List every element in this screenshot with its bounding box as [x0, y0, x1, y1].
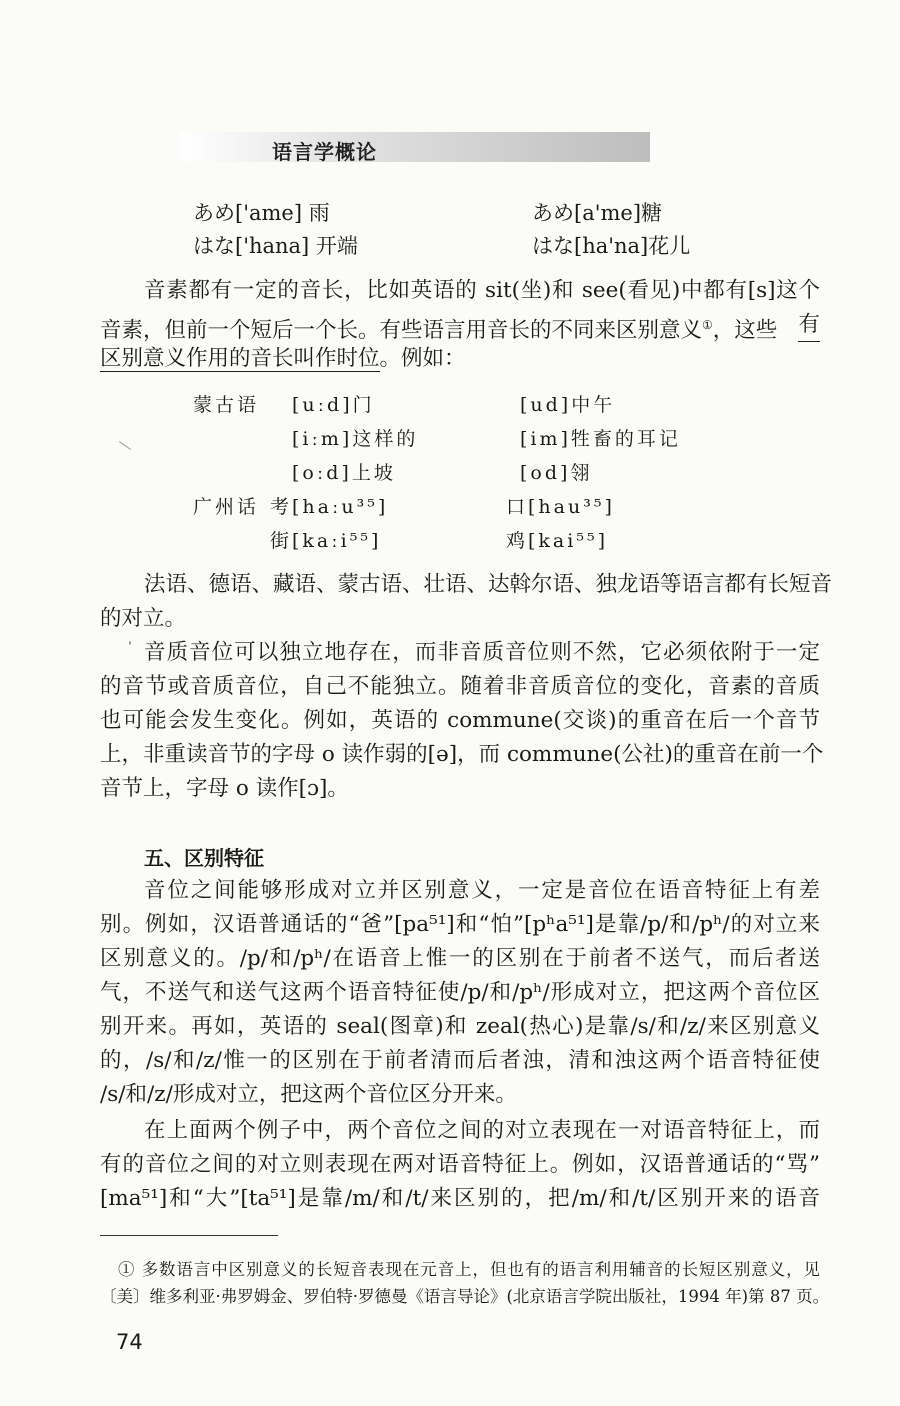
text-line: 音位之间能够形成对立并区别意义，一定是音位在语音特征上有差 [144, 878, 820, 903]
short-vowel-example: [od]翎 [520, 462, 593, 484]
short-vowel-example: 鸡[kai⁵⁵] [506, 530, 608, 552]
example-right-1: あめ[a'me]糖 [532, 201, 663, 225]
text-line [100, 308, 820, 342]
footnote-divider [100, 1235, 278, 1236]
example-right-2: はな[ha'na]花儿 [532, 234, 691, 258]
example-left-1: あめ['ame] 雨 [193, 201, 330, 225]
paragraph-languages [100, 568, 833, 636]
footnote-line: ① 多数语言中区别意义的长短音表现在元音上，但也有的语言利用辅音的长短区别意义，见 [118, 1260, 820, 1279]
running-header-title: 语言学概论 [272, 140, 377, 164]
text-line: 气，不送气和送气这两个语音特征使/p/和/pʰ/形成对立，把这两个音位区 [100, 980, 820, 1005]
page-number: 74 [116, 1330, 143, 1354]
text-line: 法语、德语、藏语、蒙古语、壮语、达斡尔语、独龙语等语言都有长短音 [144, 572, 833, 597]
text-line: 音素都有一定的音长，比如英语的 sit(坐)和 see(看见)中都有[s]这个 [144, 278, 820, 303]
text-line: 的，/s/和/z/惟一的区别在于前者清而后者浊，清和浊这两个语音特征使 [100, 1048, 820, 1073]
text-line: 的音节或音质音位，自己不能独立。随着非音质音位的变化，音素的音质 [100, 674, 820, 699]
stray-mark [119, 441, 131, 450]
paragraph-nonsegmental [100, 636, 824, 806]
text-line: [ma⁵¹]和“大”[ta⁵¹]是靠/m/和/t/来区别的，把/m/和/t/区别开来的语音 [100, 1186, 820, 1211]
text-line: 在上面两个例子中，两个音位之间的对立表现在一对语音特征上，而 [144, 1118, 820, 1143]
short-vowel-example: [im]牲畜的耳记 [520, 428, 681, 450]
paragraph-distinctive-features [100, 874, 820, 1112]
text-segment: 音素，但前一个短后一个长。有些语言用音长的不同来区别意义 [100, 318, 703, 344]
long-vowel-example: [oːd]上坡 [292, 462, 396, 484]
short-vowel-example: [ud]中午 [520, 394, 616, 416]
section-heading: 五、区别特征 [144, 846, 264, 870]
paragraph-phoneme-length [100, 274, 820, 376]
text-line: 音质音位可以独立地存在，而非音质音位则不然，它必须依附于一定 [144, 640, 820, 665]
long-vowel-example: 考[haːu³⁵] [270, 496, 389, 518]
footnote-marker[interactable]: ① [702, 318, 713, 332]
underlined-term: 区别意义作用的音长叫作时位 [100, 346, 380, 371]
short-vowel-example: 口[hau³⁵] [506, 496, 615, 518]
long-vowel-example: [uːd]门 [292, 394, 375, 416]
language-label-cantonese: 广州话 [193, 496, 260, 518]
text-line: 也可能会发生变化。例如，英语的 commune(交谈)的重音在后一个音节 [100, 708, 820, 733]
text-line: /s/和/z/形成对立，把这两个音位区分开来。 [100, 1082, 517, 1107]
footnote-line: 〔美〕维多利亚·弗罗姆金、罗伯特·罗德曼《语言导论》(北京语言学院出版社，1994 年)第 87 页。 [100, 1287, 830, 1306]
text-segment: ，这些 [712, 318, 778, 344]
stray-mark: ˈ [128, 640, 132, 656]
text-line: 有的音位之间的对立则表现在两对语音特征上。例如，汉语普通话的“骂” [100, 1152, 820, 1177]
text-line: 的对立。 [100, 606, 187, 631]
footnote [100, 1256, 830, 1310]
example-left-2: はな['hana] 开端 [193, 234, 358, 258]
language-label-mongolian: 蒙古语 [193, 394, 260, 416]
text-line [100, 342, 820, 376]
header-band [180, 132, 650, 162]
paragraph-two-features [100, 1114, 820, 1216]
text-line: 别开来。再如，英语的 seal(图章)和 zeal(热心)是靠/s/和/z/来区别意义 [100, 1014, 820, 1039]
long-vowel-example: 街[kaːi⁵⁵] [270, 530, 382, 552]
underlined-term: 有 [798, 308, 820, 342]
text-segment: 。例如： [379, 346, 466, 371]
text-line: 音节上，字母 o 读作[ɔ]。 [100, 776, 349, 801]
text-line: 上，非重读音节的字母 o 读作弱的[ə]，而 commune(公社)的重音在前一个 [100, 742, 824, 767]
text-line: 区别意义的。/p/和/pʰ/在语音上惟一的区别在于前者不送气，而后者送 [100, 946, 820, 971]
long-vowel-example: [iːm]这样的 [292, 428, 419, 450]
text-line: 别。例如，汉语普通话的“爸”[pa⁵¹]和“怕”[pʰa⁵¹]是靠/p/和/pʰ/的对立来 [100, 912, 820, 937]
